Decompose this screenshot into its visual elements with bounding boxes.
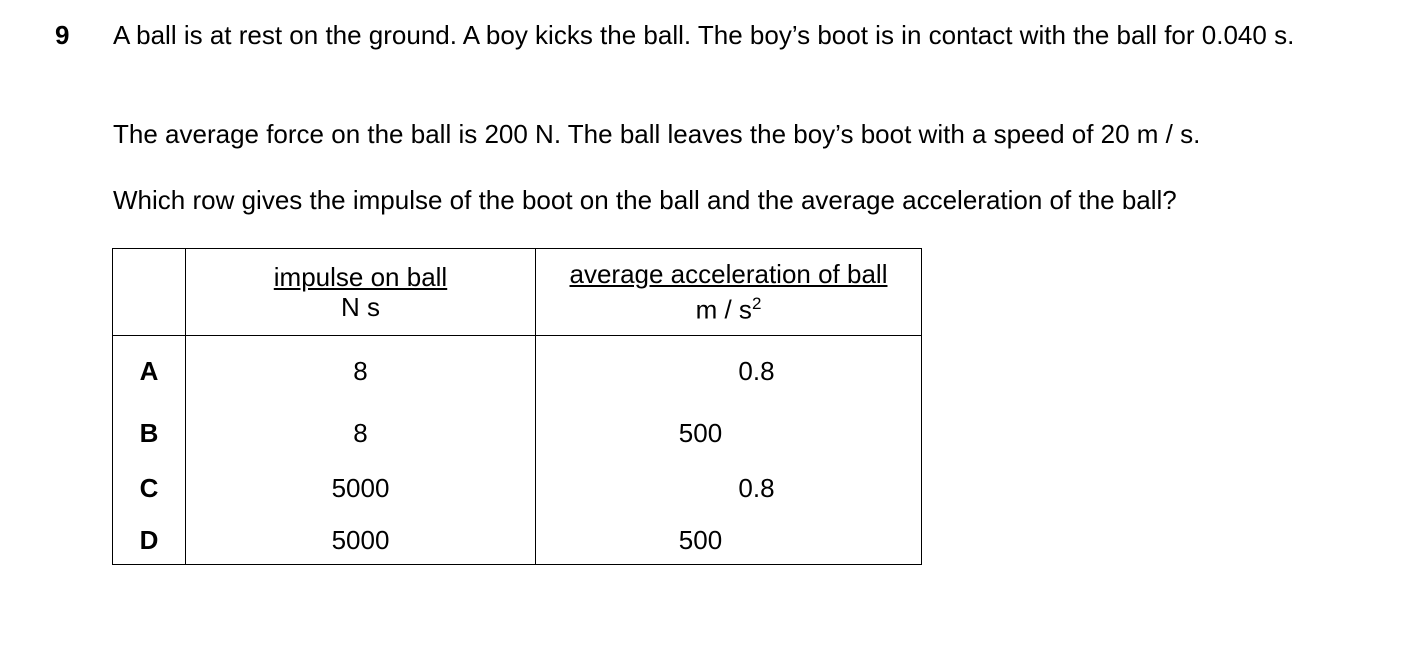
acceleration-value-text: 0.8 bbox=[738, 473, 775, 503]
option-letter: B bbox=[113, 406, 186, 461]
header-acceleration bbox=[536, 249, 922, 336]
impulse-value: 8 bbox=[186, 406, 536, 461]
question-prompt: Which row gives the impulse of the boot on the ball and the average acceleration of the ball? bbox=[113, 185, 1177, 215]
table-row[interactable] bbox=[113, 336, 922, 407]
header-impulse bbox=[186, 249, 536, 336]
question-text-line1: A ball is at rest on the ground. A boy kicks the ball. The boy’s boot is in contact with the ball for 0.040 s. bbox=[113, 20, 1295, 50]
acceleration-unit-superscript: 2 bbox=[751, 294, 762, 314]
acceleration-value-text: 500 bbox=[678, 418, 723, 448]
question-number: 9 bbox=[55, 20, 70, 50]
header-impulse-label: impulse on ball bbox=[273, 262, 448, 292]
table-header-row bbox=[113, 249, 922, 336]
impulse-value: 5000 bbox=[186, 461, 536, 516]
impulse-value: 5000 bbox=[186, 516, 536, 565]
option-letter: C bbox=[113, 461, 186, 516]
acceleration-value-text: 0.8 bbox=[738, 355, 775, 386]
acceleration-value bbox=[536, 406, 922, 461]
header-acceleration-label: average acceleration of ball bbox=[569, 259, 888, 290]
acceleration-value bbox=[536, 516, 922, 565]
impulse-value: 8 bbox=[186, 336, 536, 407]
header-acceleration-unit bbox=[536, 289, 921, 325]
acceleration-value bbox=[536, 461, 922, 516]
answer-options-table bbox=[112, 248, 922, 565]
acceleration-unit-text: m / s bbox=[695, 294, 752, 325]
table-row[interactable] bbox=[113, 406, 922, 461]
table-row[interactable] bbox=[113, 516, 922, 565]
table-row[interactable] bbox=[113, 461, 922, 516]
option-letter: A bbox=[113, 336, 186, 407]
header-empty-cell bbox=[113, 249, 186, 336]
option-letter: D bbox=[113, 516, 186, 565]
question-text-line2: The average force on the ball is 200 N. The ball leaves the boy’s boot with a speed of 20 m / s. bbox=[113, 119, 1201, 149]
acceleration-value-text: 500 bbox=[678, 524, 723, 555]
header-impulse-unit: N s bbox=[341, 292, 380, 322]
acceleration-value bbox=[536, 336, 922, 407]
